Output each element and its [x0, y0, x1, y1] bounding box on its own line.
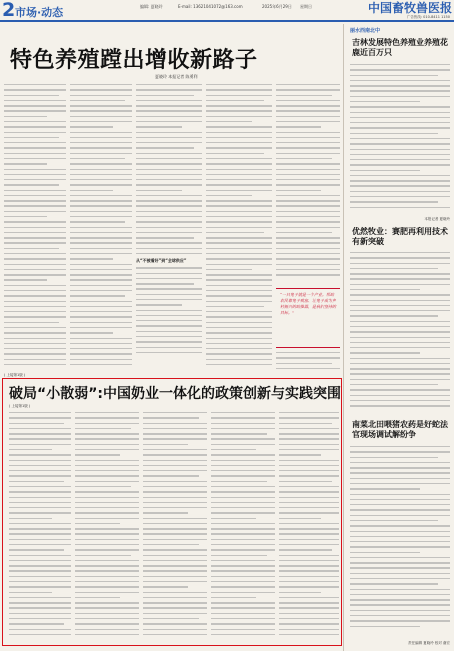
lead-column-5 [276, 84, 340, 284]
lead-subhead: 从“不被看好”到“全球供应” [136, 258, 187, 264]
right-rail [343, 24, 454, 651]
rail-section-label: 丽水西南北中 [350, 28, 381, 34]
pull-quote-text: “一只兔子就是一个产业。帮助农民靠兔子致富、让兔子成为乡村振兴的助推器，是我们坚持的目标。” [280, 292, 336, 315]
issue-weekday: 星期日 [300, 4, 312, 9]
rail-article-1-author: 本报记者 夏晓玲 [424, 217, 450, 221]
issue-date: 2025年6月29日 [262, 4, 292, 9]
rail-article-2-title: 优然牧业：赛肥再利用技术有新突破 [352, 227, 448, 246]
lead-column-3 [136, 84, 202, 374]
lead-column-5b [276, 352, 340, 374]
rail-article-3-body [350, 446, 450, 636]
feature-column-1 [9, 412, 71, 642]
page-editor-credit: 责任编辑 夏晓玲 校对 谢宏 [408, 641, 450, 645]
feature-headline: 破局“小散弱”:中国奶业一体化的政策创新与实践突围 [9, 386, 341, 402]
rail-article-3-title: 南菜北田喂猪农药是好蛇法官现场调试解纷争 [352, 420, 448, 439]
feature-column-5 [279, 412, 339, 642]
editor-name: 编辑: 夏晓玲 [140, 4, 163, 9]
feature-continued-label: ( 上接第1版 ) [9, 404, 31, 408]
page-header [0, 0, 454, 22]
rail-article-2-body [350, 252, 450, 412]
lead-headline: 特色养殖蹚出增收新路子 [10, 48, 258, 73]
section-title: 市场·动态 [15, 6, 64, 19]
page-number: 2 [2, 0, 16, 21]
rail-article-1-body [350, 64, 450, 214]
editor-email: E-mail: 13621041072@163.com [178, 4, 243, 9]
ad-hotline: 广告热线: 010-8411 1150 [406, 15, 450, 19]
lead-byline: 夏晓玲 本报记者 陈勇利 [155, 74, 198, 79]
feature-column-3 [143, 412, 207, 642]
feature-column-4 [211, 412, 275, 642]
feature-article-box [2, 378, 342, 646]
lead-continued-label: ( 上接第1版 ) [4, 373, 26, 377]
pull-quote [276, 288, 340, 348]
lead-column-4 [206, 84, 272, 374]
lead-column-1 [4, 84, 66, 374]
newspaper-masthead: 中国畜牧兽医报 [367, 1, 452, 15]
rail-article-1-title: 吉林发展特色养殖业养殖花鹿近百万只 [352, 38, 448, 57]
lead-column-2 [70, 84, 132, 374]
feature-column-2 [75, 412, 139, 642]
